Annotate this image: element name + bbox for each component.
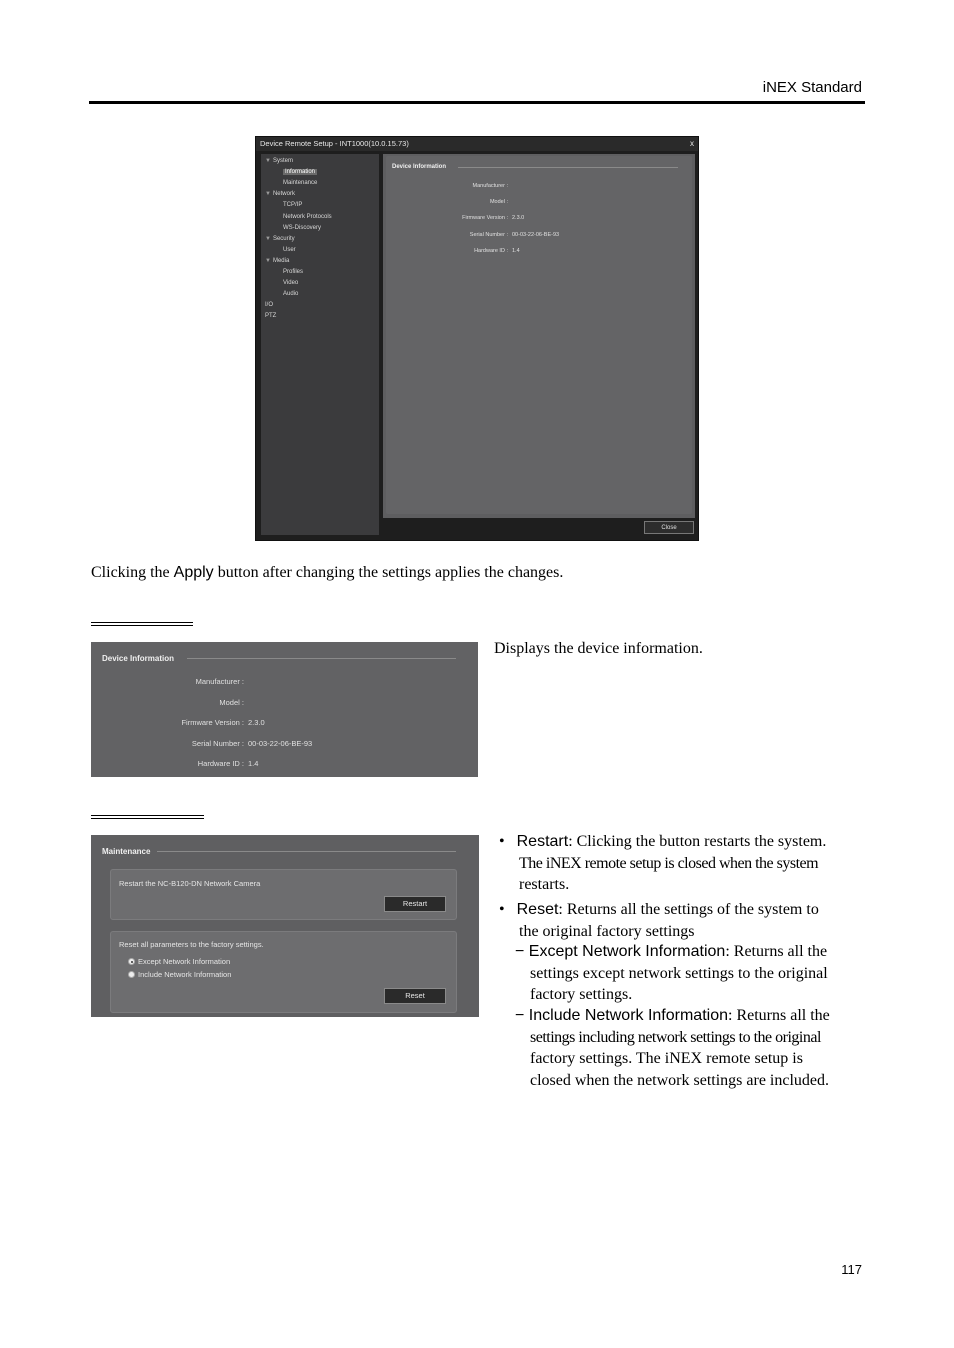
- field-label: Model :: [489, 199, 508, 206]
- tree-item-label: Media: [272, 257, 290, 264]
- tree-item-label: PTZ: [265, 313, 277, 320]
- tree-item[interactable]: [283, 269, 303, 275]
- tree-item-label: Maintenance: [283, 180, 318, 187]
- content-panel: [386, 156, 692, 514]
- reset-button[interactable]: Reset: [384, 988, 446, 1004]
- apply-term: Apply: [173, 564, 214, 581]
- tree-item-label: I/O: [265, 302, 274, 309]
- tree-item[interactable]: [283, 291, 298, 297]
- field-label: Firmware Version :: [181, 718, 244, 727]
- include-network-radio[interactable]: [128, 971, 135, 978]
- tree-item[interactable]: [265, 258, 289, 264]
- section-divider: [458, 167, 678, 168]
- field-label: Hardware ID :: [197, 759, 244, 768]
- except-network-label: Except Network Information: [138, 957, 231, 966]
- panel-divider: [157, 851, 456, 852]
- header-rule: [89, 101, 865, 104]
- section-title: Device Information: [392, 164, 447, 170]
- tree-item-label: Security: [272, 235, 295, 242]
- apply-paragraph: [91, 563, 563, 583]
- field-label: Manufacturer :: [195, 677, 244, 686]
- expand-arrow-icon[interactable]: ▼: [265, 257, 271, 264]
- field-label: Firmware Version :: [462, 215, 508, 222]
- tree-item-label: Network Protocols: [283, 213, 332, 220]
- tree-item[interactable]: [265, 302, 273, 308]
- device-info-panel: [91, 642, 478, 777]
- reset-box: [110, 931, 457, 1013]
- tree-item-label: Audio: [283, 291, 299, 298]
- tree-item-label: User: [283, 246, 296, 253]
- include-network-label: Include Network Information: [138, 970, 232, 979]
- field-label: Serial Number :: [469, 231, 508, 238]
- field-label: Model :: [219, 697, 244, 707]
- reset-term: Reset: [516, 901, 559, 918]
- expand-arrow-icon[interactable]: ▼: [265, 235, 271, 242]
- apply-post: button after changing the settings applies the changes.: [213, 564, 564, 581]
- close-icon[interactable]: x: [690, 139, 694, 148]
- field-value: 00-03-22-06-BE-93: [248, 738, 313, 748]
- field-value: 00-03-22-06-BE-93: [512, 231, 560, 238]
- reset-text: Reset all parameters to the factory settings.: [119, 940, 264, 949]
- except-term: Except Network Information: [528, 943, 726, 960]
- include-term: Include Network Information: [528, 1007, 728, 1024]
- expand-arrow-icon[interactable]: ▼: [265, 191, 271, 198]
- field-label: Hardware ID :: [474, 247, 508, 254]
- include-subitem: [515, 1005, 875, 1091]
- expand-arrow-icon[interactable]: ▼: [265, 158, 271, 164]
- restart-bullet: [499, 831, 869, 896]
- field-value: 1.4: [512, 247, 520, 254]
- tree-item[interactable]: [283, 202, 302, 208]
- tree-item-label: Profiles: [283, 269, 304, 275]
- restart-term: Restart: [516, 833, 569, 850]
- reset-bullet: [499, 899, 869, 942]
- window-title: Device Remote Setup - INT1000(10.0.15.73): [260, 139, 409, 148]
- panel-title: Device Information: [102, 654, 175, 663]
- maintenance-panel: [91, 835, 479, 1017]
- tree-item[interactable]: [283, 214, 332, 220]
- include-line4: closed when the network settings are included.: [530, 1071, 830, 1089]
- field-value: 1.4: [248, 759, 259, 768]
- header-title: iNEX Standard: [762, 79, 862, 96]
- except-line1: : Returns all the: [725, 943, 828, 960]
- content-pane: [383, 154, 695, 518]
- device-remote-setup-window: [255, 136, 699, 541]
- except-line2: settings except network settings to the original: [530, 964, 828, 982]
- tree-item[interactable]: [283, 180, 317, 186]
- include-line3: factory settings. The iNEX remote setup is: [530, 1050, 803, 1067]
- device-info-description: Displays the device information.: [494, 640, 703, 657]
- tree-item[interactable]: [265, 236, 295, 242]
- tree-item-label: System: [272, 158, 293, 164]
- bullet-icon: •: [499, 901, 505, 918]
- page-number: 117: [841, 1262, 862, 1277]
- tree-item[interactable]: [265, 313, 276, 319]
- bullet-icon: •: [499, 833, 505, 850]
- field-label: Serial Number :: [191, 738, 244, 748]
- except-subitem: [515, 941, 875, 1006]
- restart-box: [110, 869, 457, 920]
- tree-item-label: Network: [272, 191, 295, 198]
- restart-line2: The iNEX remote setup is closed when the system: [519, 854, 819, 872]
- except-network-radio[interactable]: [128, 958, 135, 965]
- restart-text: Restart the NC-B120-DN Network Camera: [119, 879, 261, 888]
- include-line2: settings including network settings to the original: [530, 1028, 821, 1046]
- include-line1: : Returns all the: [728, 1007, 830, 1024]
- panel-divider: [187, 658, 456, 659]
- tree-item[interactable]: [283, 280, 298, 286]
- dash-icon: −: [515, 1007, 529, 1024]
- except-line3: factory settings.: [530, 986, 633, 1003]
- tree-item[interactable]: [283, 225, 321, 231]
- tree-item[interactable]: [265, 191, 295, 197]
- restart-line1: : Clicking the button restarts the system.: [568, 833, 827, 850]
- window-titlebar: [256, 137, 698, 151]
- tree-item-label: Information: [285, 169, 316, 176]
- tree-item-label: TCP/IP: [283, 202, 303, 209]
- field-value: 2.3.0: [248, 718, 265, 727]
- section-rule: [91, 622, 193, 626]
- panel-title: Maintenance: [102, 847, 151, 856]
- tree-item[interactable]: [283, 169, 317, 175]
- reset-line1: : Returns all the settings of the system to: [558, 901, 819, 918]
- settings-tree: [261, 154, 379, 535]
- close-button[interactable]: Close: [644, 521, 694, 534]
- tree-item-label: WS-Discovery: [283, 224, 322, 231]
- field-label: Manufacturer :: [472, 183, 508, 189]
- tree-item[interactable]: [265, 158, 293, 164]
- apply-pre: Clicking the: [91, 564, 174, 581]
- tree-item[interactable]: [283, 247, 296, 253]
- reset-line2: the original factory settings: [519, 922, 695, 940]
- restart-button[interactable]: Restart: [384, 896, 446, 912]
- tree-item-label: Video: [283, 280, 299, 287]
- dash-icon: −: [515, 943, 529, 960]
- field-value: 2.3.0: [512, 215, 525, 222]
- restart-line3: restarts.: [519, 876, 570, 893]
- section-rule: [91, 815, 204, 819]
